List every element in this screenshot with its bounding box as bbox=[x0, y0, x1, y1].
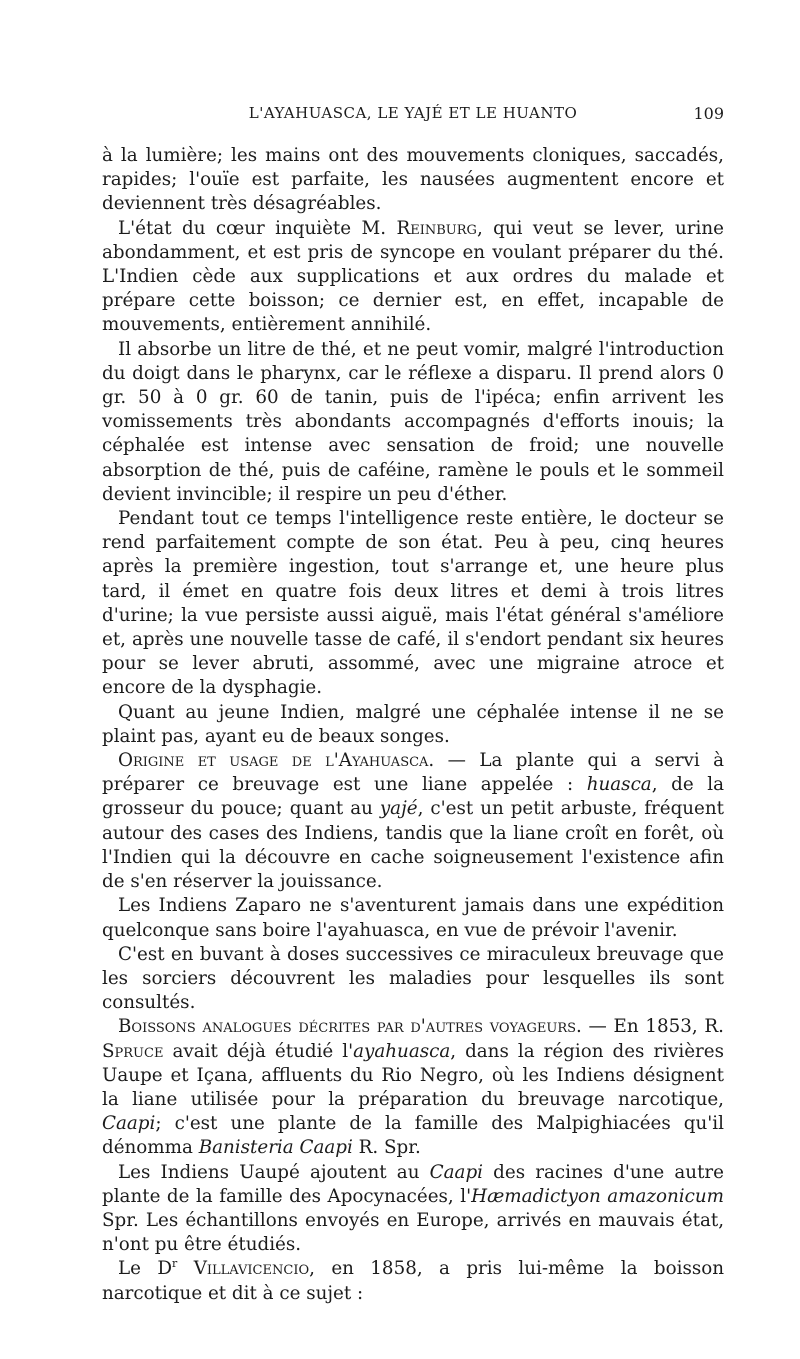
page-number: 109 bbox=[693, 104, 724, 123]
paragraph-5 bbox=[102, 701, 724, 749]
paragraph-text: des racines d'une autre plante de la famille des Apocynacées, l' bbox=[102, 1161, 724, 1207]
body-text bbox=[102, 144, 724, 1306]
paragraph-text: R. Spr. bbox=[352, 1137, 421, 1159]
paragraph-text: — La plante qui a servi à préparer ce breuvage est une liane appelée : bbox=[102, 750, 724, 796]
paragraph-text: , dans la région des rivières Uaupe et Içana, affluents du Rio Negro, où les Indiens désignent la liane utilisée pour la préparation du breuvage narcotique, bbox=[102, 1040, 724, 1110]
paragraph-11 bbox=[102, 1257, 724, 1305]
italic-term: Caapi bbox=[102, 1113, 156, 1135]
page-header bbox=[102, 104, 724, 130]
italic-term: ayahuasca bbox=[353, 1040, 451, 1062]
paragraph-text: à la lumière; les mains ont des mouvements cloniques, saccadés, rapides; l'ouïe est parfaite, les nausées augmentent encore et deviennent très désagréables. bbox=[102, 145, 724, 215]
paragraph-text: , en 1858, a pris lui-même la boisson narcotique et dit à ce sujet : bbox=[102, 1258, 724, 1304]
paragraph-6 bbox=[102, 749, 724, 894]
paragraph-10 bbox=[102, 1161, 724, 1258]
paragraph-text: Le D bbox=[118, 1258, 173, 1280]
section-heading: Origine et usage de l'Ayahuasca. bbox=[118, 750, 435, 772]
italic-term: Banisteria Caapi bbox=[198, 1137, 353, 1159]
paragraph-8 bbox=[102, 943, 724, 1016]
italic-term: yajé bbox=[379, 798, 418, 820]
paragraph-text: , de la grosseur du pouce; quant au bbox=[102, 774, 724, 820]
paragraph-9 bbox=[102, 1015, 724, 1160]
person-name: Spruce bbox=[102, 1040, 164, 1062]
person-name: Villavicencio bbox=[193, 1258, 310, 1280]
paragraph-text: Les Indiens Uaupé ajoutent au bbox=[118, 1161, 430, 1183]
person-name: Reinburg bbox=[396, 217, 477, 239]
paragraph-3 bbox=[102, 338, 724, 507]
paragraph-1 bbox=[102, 144, 724, 217]
italic-term: Hæmadictyon amazonicum bbox=[471, 1185, 724, 1207]
paragraph-text: avait déjà étudié l' bbox=[163, 1040, 354, 1062]
paragraph-text: Il absorbe un litre de thé, et ne peut vomir, malgré l'introduction du doigt dans le pharynx, car le réflexe a disparu. Il prend alors 0 gr. 50 à 0 gr. 60 de tanin, puis de l'ipéca; enfin arrivent les vomissements très abondants accompagnés d'efforts inouis; la céphalée est intense avec sensation de froid; une nouvelle absorption de thé, puis de caféine, ramène le pouls et le sommeil devient invincible; il respire un peu d'éther. bbox=[102, 338, 724, 505]
book-page bbox=[102, 104, 724, 1306]
paragraph-text: Pendant tout ce temps l'intelligence reste entière, le docteur se rend parfaitement compte de son état. Peu à peu, cinq heures après la première ingestion, tout s'arrange et, une heure plus tard, il émet en quatre fois deux litres et demi à trois litres d'urine; la vue persiste aussi aiguë, mais l'état général s'améliore et, après une nouvelle tasse de café, il s'endort pendant six heures pour se lever abruti, assommé, avec une migraine atroce et encore de la dysphagie. bbox=[102, 508, 724, 699]
paragraph-text: Les Indiens Zaparo ne s'aventurent jamais dans une expédition quelconque sans boire l'ayahuasca, en vue de prévoir l'avenir. bbox=[102, 895, 724, 941]
section-heading: Boissons analogues décrites par d'autres voyageurs. bbox=[118, 1016, 582, 1038]
paragraph-4 bbox=[102, 507, 724, 701]
paragraph-text: , qui veut se lever, urine abondamment, et est pris de syncope en voulant préparer du thé. L'Indien cède aux supplications et aux ordres du malade et prépare cette boisson; ce dernier est, en effet, incapable de mouvements, entièrement annihilé. bbox=[102, 217, 724, 336]
paragraph-text: — En 1853, R. bbox=[581, 1016, 724, 1038]
italic-term: huasca bbox=[586, 774, 652, 796]
paragraph-text: Quant au jeune Indien, malgré une céphalée intense il ne se plaint pas, ayant eu de beaux songes. bbox=[102, 701, 724, 747]
paragraph-7 bbox=[102, 894, 724, 942]
running-title: L'AYAHUASCA, LE YAJÉ ET LE HUANTO bbox=[248, 104, 578, 122]
paragraph-text: Spr. Les échantillons envoyés en Europe, arrivés en mauvais état, n'ont pu être étudiés. bbox=[102, 1209, 724, 1256]
title-abbreviation: r bbox=[172, 1257, 178, 1271]
paragraph-text: C'est en buvant à doses successives ce miraculeux breuvage que les sorciers découvrent les maladies pour lesquelles ils sont consultés. bbox=[102, 943, 724, 1014]
italic-term: Caapi bbox=[429, 1161, 483, 1183]
paragraph-text: ; c'est une plante de la famille des Malpighiacées qu'il dénomma bbox=[102, 1113, 724, 1159]
paragraph-2 bbox=[102, 217, 724, 338]
paragraph-text: , c'est un petit arbuste, fréquent autour des cases des Indiens, tandis que la liane croît en forêt, où l'Indien qui la découvre en cache soigneusement l'existence afin de s'en réserver la jouissance. bbox=[102, 798, 724, 893]
paragraph-text: L'état du cœur inquiète M. bbox=[118, 217, 397, 239]
